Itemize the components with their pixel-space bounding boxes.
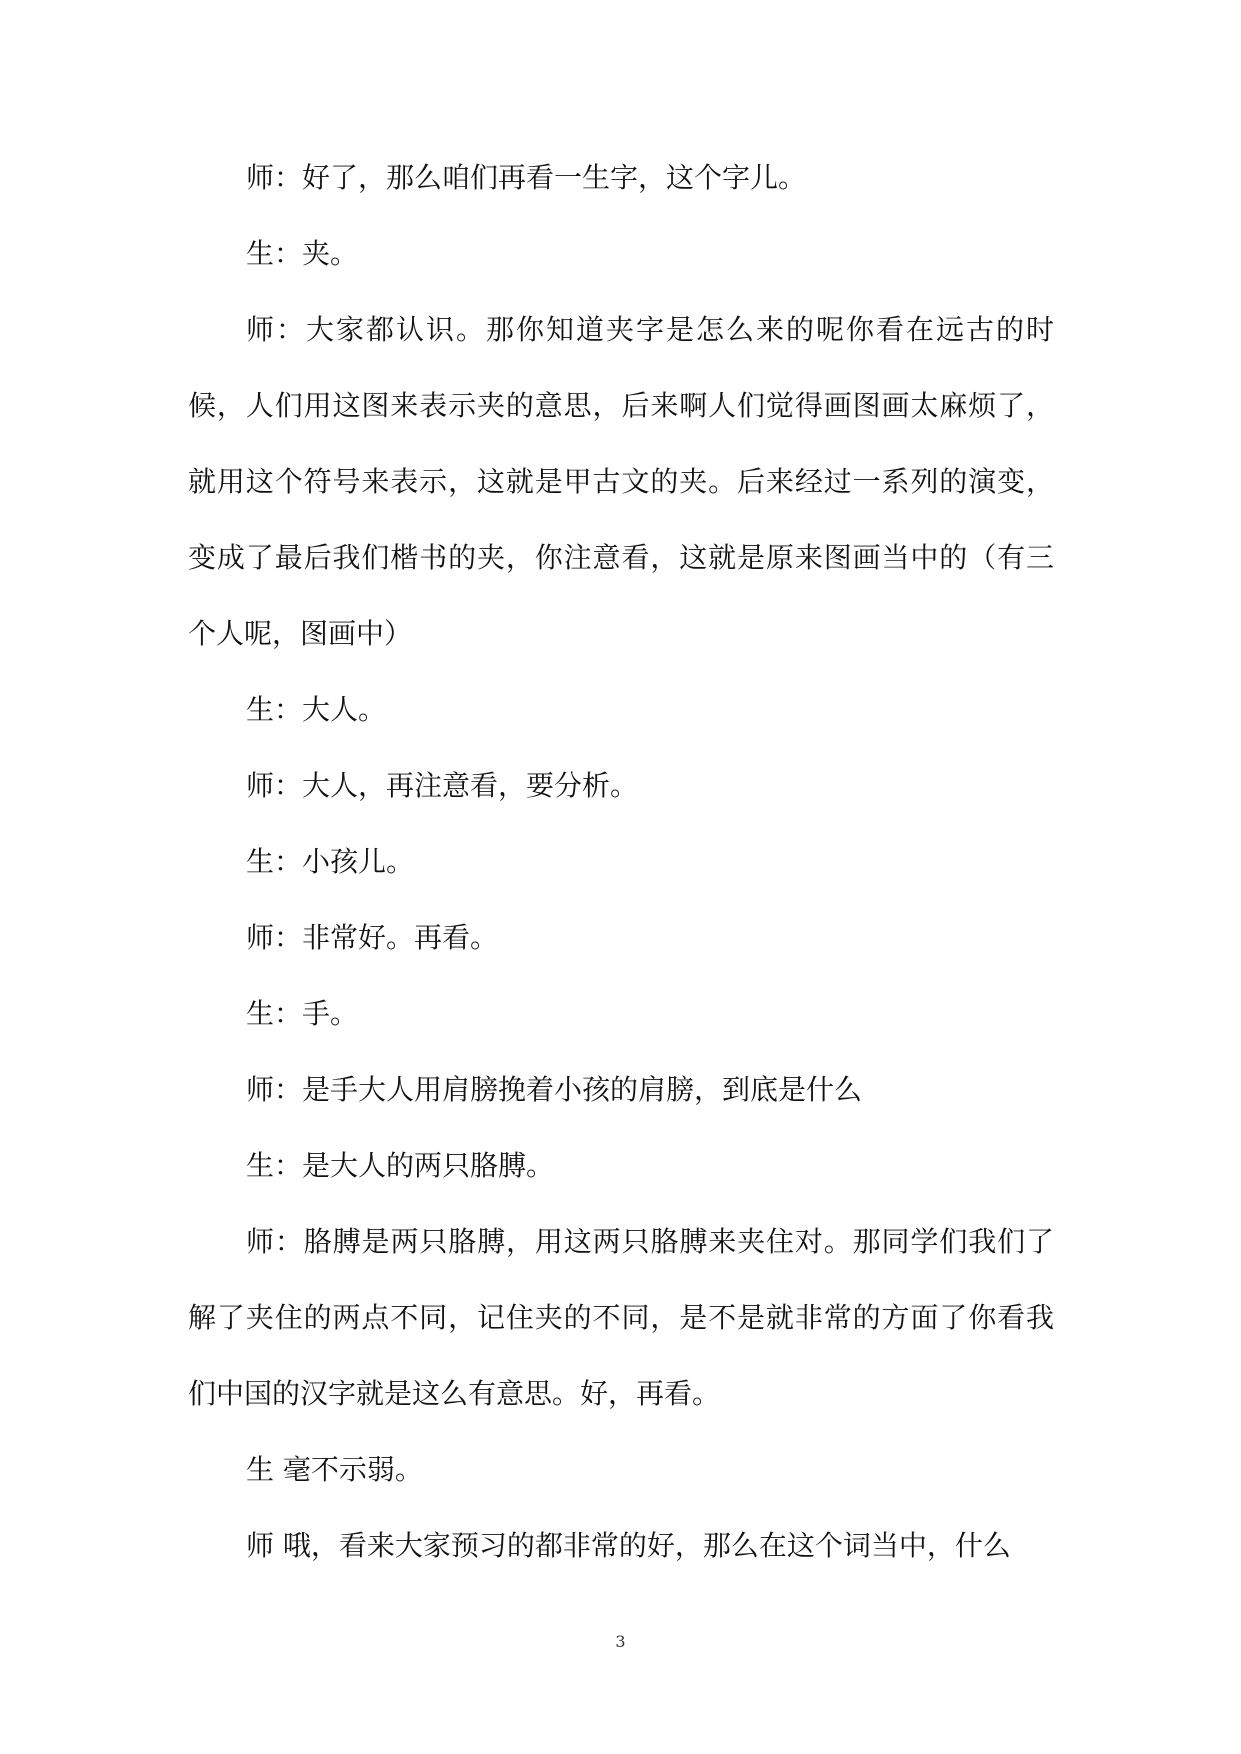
paragraph: 师：大人，再注意看，要分析。 — [246, 769, 639, 802]
paragraph: 师：好了，那么咱们再看一生字，这个字儿。 — [246, 161, 807, 194]
paragraph: 生：小孩儿。 — [246, 845, 415, 878]
document-body — [188, 140, 1054, 1584]
page-number: 3 — [615, 1632, 626, 1651]
paragraph: 师 哦，看来大家预习的都非常的好，那么在这个词当中，什么 — [246, 1529, 1011, 1562]
paragraph: 生：手。 — [246, 997, 359, 1030]
paragraph: 生 毫不示弱。 — [246, 1453, 423, 1486]
paragraph: 生：夹。 — [246, 237, 359, 270]
paragraph: 师：是手大人用肩膀挽着小孩的肩膀，到底是什么 — [246, 1073, 863, 1106]
paragraph: 师：非常好。再看。 — [246, 921, 499, 954]
paragraph: 师：大家都认识。那你知道夹字是怎么来的呢你看在远古的时候，人们用这图来表示夹的意思，后来啊人们觉得画图画太麻烦了，就用这个符号来表示，这就是甲古文的夹。后来经过一系列的演变，变成了最后我们楷书的夹，你注意看，这就是原来图画当中的（有三个人呢，图画中） — [188, 313, 1054, 650]
paragraph: 生：是大人的两只胳膊。 — [246, 1149, 555, 1182]
paragraph: 生：大人。 — [246, 693, 387, 726]
paragraph: 师：胳膊是两只胳膊，用这两只胳膊来夹住对。那同学们我们了解了夹住的两点不同，记住夹的不同，是不是就非常的方面了你看我们中国的汉字就是这么有意思。好，再看。 — [188, 1225, 1054, 1410]
